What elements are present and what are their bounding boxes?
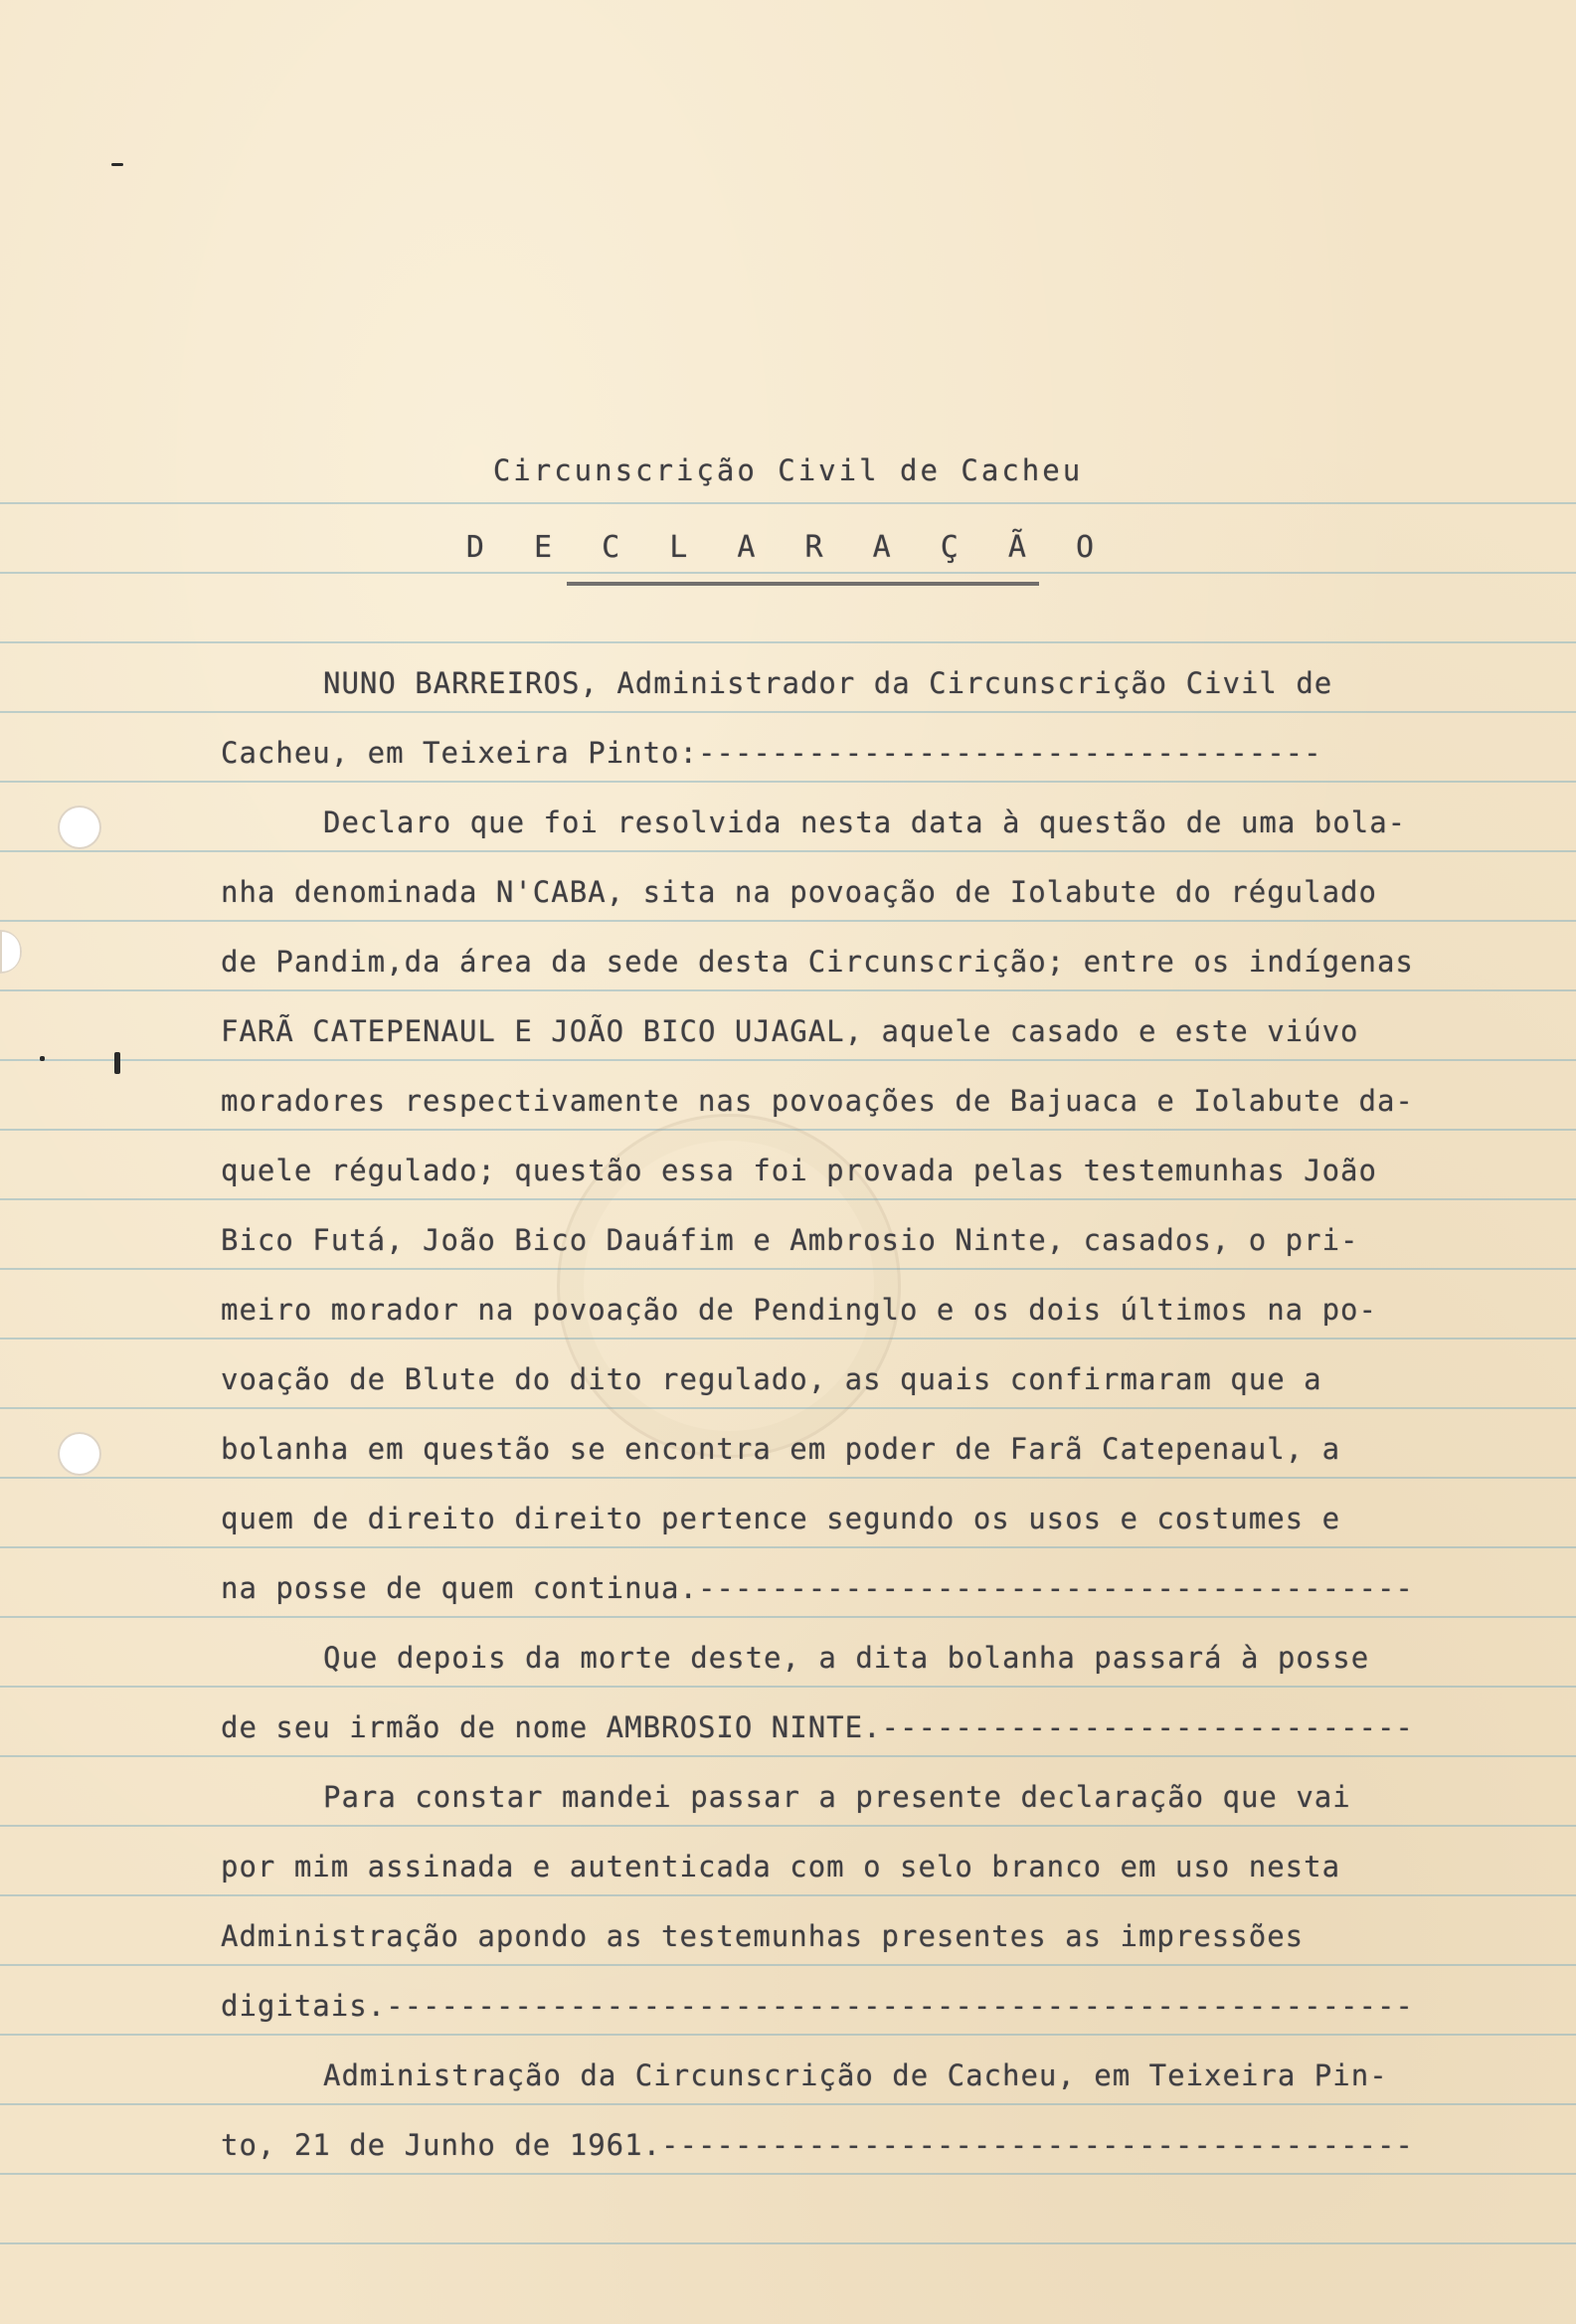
rule-line [0,1755,1576,1757]
document-heading: D E C L A R A Ç Ã O [465,530,1111,565]
text-line: quele régulado; questão essa foi provada pelas testemunhas João [221,1154,1377,1187]
rule-line [0,2173,1576,2175]
text-line: na posse de quem continua.--------------------------------------- [221,1571,1414,1605]
ink-speck [40,1056,45,1061]
rule-line [0,502,1576,504]
text-line: Cacheu, em Teixeira Pinto:---------------------------------- [221,736,1322,770]
text-line: moradores respectivamente nas povoações de Bajuaca e Iolabute da- [221,1084,1414,1118]
text-line: to, 21 de Junho de 1961.----------------------------------------- [221,2128,1414,2162]
rule-line [0,1616,1576,1618]
punch-hole [58,805,101,849]
punch-hole [58,1432,101,1476]
text-line: digitais.-------------------------------------------------------- [221,1989,1414,2023]
rule-line [0,781,1576,783]
rule-line [0,2034,1576,2036]
rule-line [0,572,1576,574]
rule-line [0,1546,1576,1548]
text-line: Bico Futá, João Bico Dauáfim e Ambrosio Ninte, casados, o pri- [221,1223,1359,1257]
text-line: meiro morador na povoação de Pendinglo e os dois últimos na po- [221,1293,1377,1327]
text-line: Administração apondo as testemunhas presentes as impressões [221,1919,1305,1953]
ink-speck [114,1052,120,1074]
rule-line [0,850,1576,852]
text-line: Declaro que foi resolvida nesta data à questão de uma bola- [323,805,1407,839]
text-line: por mim assinada e autenticada com o selo branco em uso nesta [221,1850,1341,1883]
text-line: voação de Blute do dito regulado, as quais confirmaram que a [221,1362,1322,1396]
text-line: Administração da Circunscrição de Cacheu, em Teixeira Pin- [323,2058,1388,2092]
rule-line [0,1686,1576,1688]
document-title: Circunscrição Civil de Cacheu [492,453,1084,487]
text-line: FARÃ CATEPENAUL E JOÃO BICO UJAGAL, aquele casado e este viúvo [221,1014,1359,1048]
rule-line [0,711,1576,713]
rule-line [0,1825,1576,1827]
text-line: Que depois da morte deste, a dita bolanha passará à posse [323,1641,1370,1675]
text-line: Para constar mandei passar a presente declaração que vai [323,1780,1351,1814]
rule-line [0,641,1576,643]
rule-line [0,1059,1576,1061]
rule-line [0,1477,1576,1479]
heading-underline [567,582,1039,586]
rule-line [0,2103,1576,2105]
rule-line [0,1894,1576,1896]
punch-hole [0,930,22,974]
rule-line [0,989,1576,991]
text-line: de seu irmão de nome AMBROSIO NINTE.----------------------------- [221,1710,1414,1744]
text-line: de Pandim,da área da sede desta Circunscrição; entre os indígenas [221,945,1414,979]
text-line: bolanha em questão se encontra em poder de Farã Catepenaul, a [221,1432,1341,1466]
rule-line [0,1964,1576,1966]
rule-line [0,920,1576,922]
text-line: NUNO BARREIROS, Administrador da Circunscrição Civil de [323,666,1333,700]
rule-line [0,2242,1576,2244]
ink-speck [111,163,123,166]
text-line: nha denominada N'CABA, sita na povoação de Iolabute do régulado [221,875,1377,909]
text-line: quem de direito direito pertence segundo os usos e costumes e [221,1502,1341,1535]
